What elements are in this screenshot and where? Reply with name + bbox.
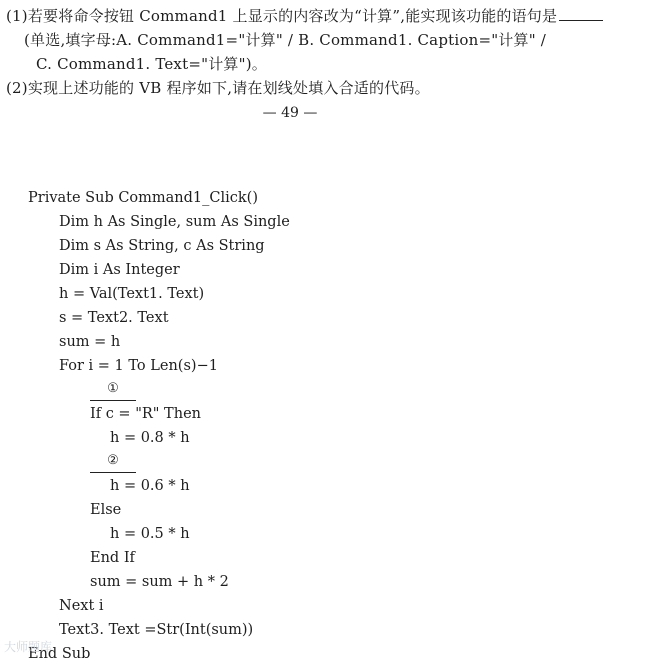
code-line: Else xyxy=(90,502,122,518)
page-number: — 49 — xyxy=(262,105,318,121)
question-1-text xyxy=(6,6,603,26)
code-line: For i = 1 To Len(s)−1 xyxy=(59,358,218,374)
code-line: Dim s As String, c As String xyxy=(59,238,265,254)
code-line: End If xyxy=(90,550,135,566)
code-line: sum = sum + h * 2 xyxy=(90,574,229,590)
code-line: Text3. Text =Str(Int(sum)) xyxy=(59,622,254,638)
code-line: sum = h xyxy=(59,334,121,350)
answer-blank xyxy=(559,6,603,21)
question-2-text: (2)实现上述功能的 VB 程序如下,请在划线处填入合适的代码。 xyxy=(6,79,430,97)
code-line: Dim h As Single, sum As Single xyxy=(59,214,290,230)
watermark: 大师题库 xyxy=(4,640,53,654)
code-line: h = 0.8 * h xyxy=(110,430,190,446)
code-line: h = 0.6 * h xyxy=(110,478,190,494)
question-1-option-c: C. Command1. Text="计算")。 xyxy=(36,55,267,73)
code-blank-2: ② xyxy=(90,450,136,473)
code-line: If c = "R" Then xyxy=(90,406,201,422)
code-line: h = 0.5 * h xyxy=(110,526,190,542)
code-line: Next i xyxy=(59,598,104,614)
code-line: h = Val(Text1. Text) xyxy=(59,286,205,302)
question-1-options: (单选,填字母:A. Command1="计算" / B. Command1. Caption="计算" / xyxy=(24,31,547,49)
code-blank-1: ① xyxy=(90,378,136,401)
code-line: Private Sub Command1_Click() xyxy=(28,190,258,206)
code-line: End Sub xyxy=(28,646,91,662)
question-1-stem: (1)若要将命令按钮 Command1 上显示的内容改为“计算”,能实现该功能的语句是 xyxy=(6,7,558,25)
code-line: s = Text2. Text xyxy=(59,310,169,326)
code-line: Dim i As Integer xyxy=(59,262,180,278)
